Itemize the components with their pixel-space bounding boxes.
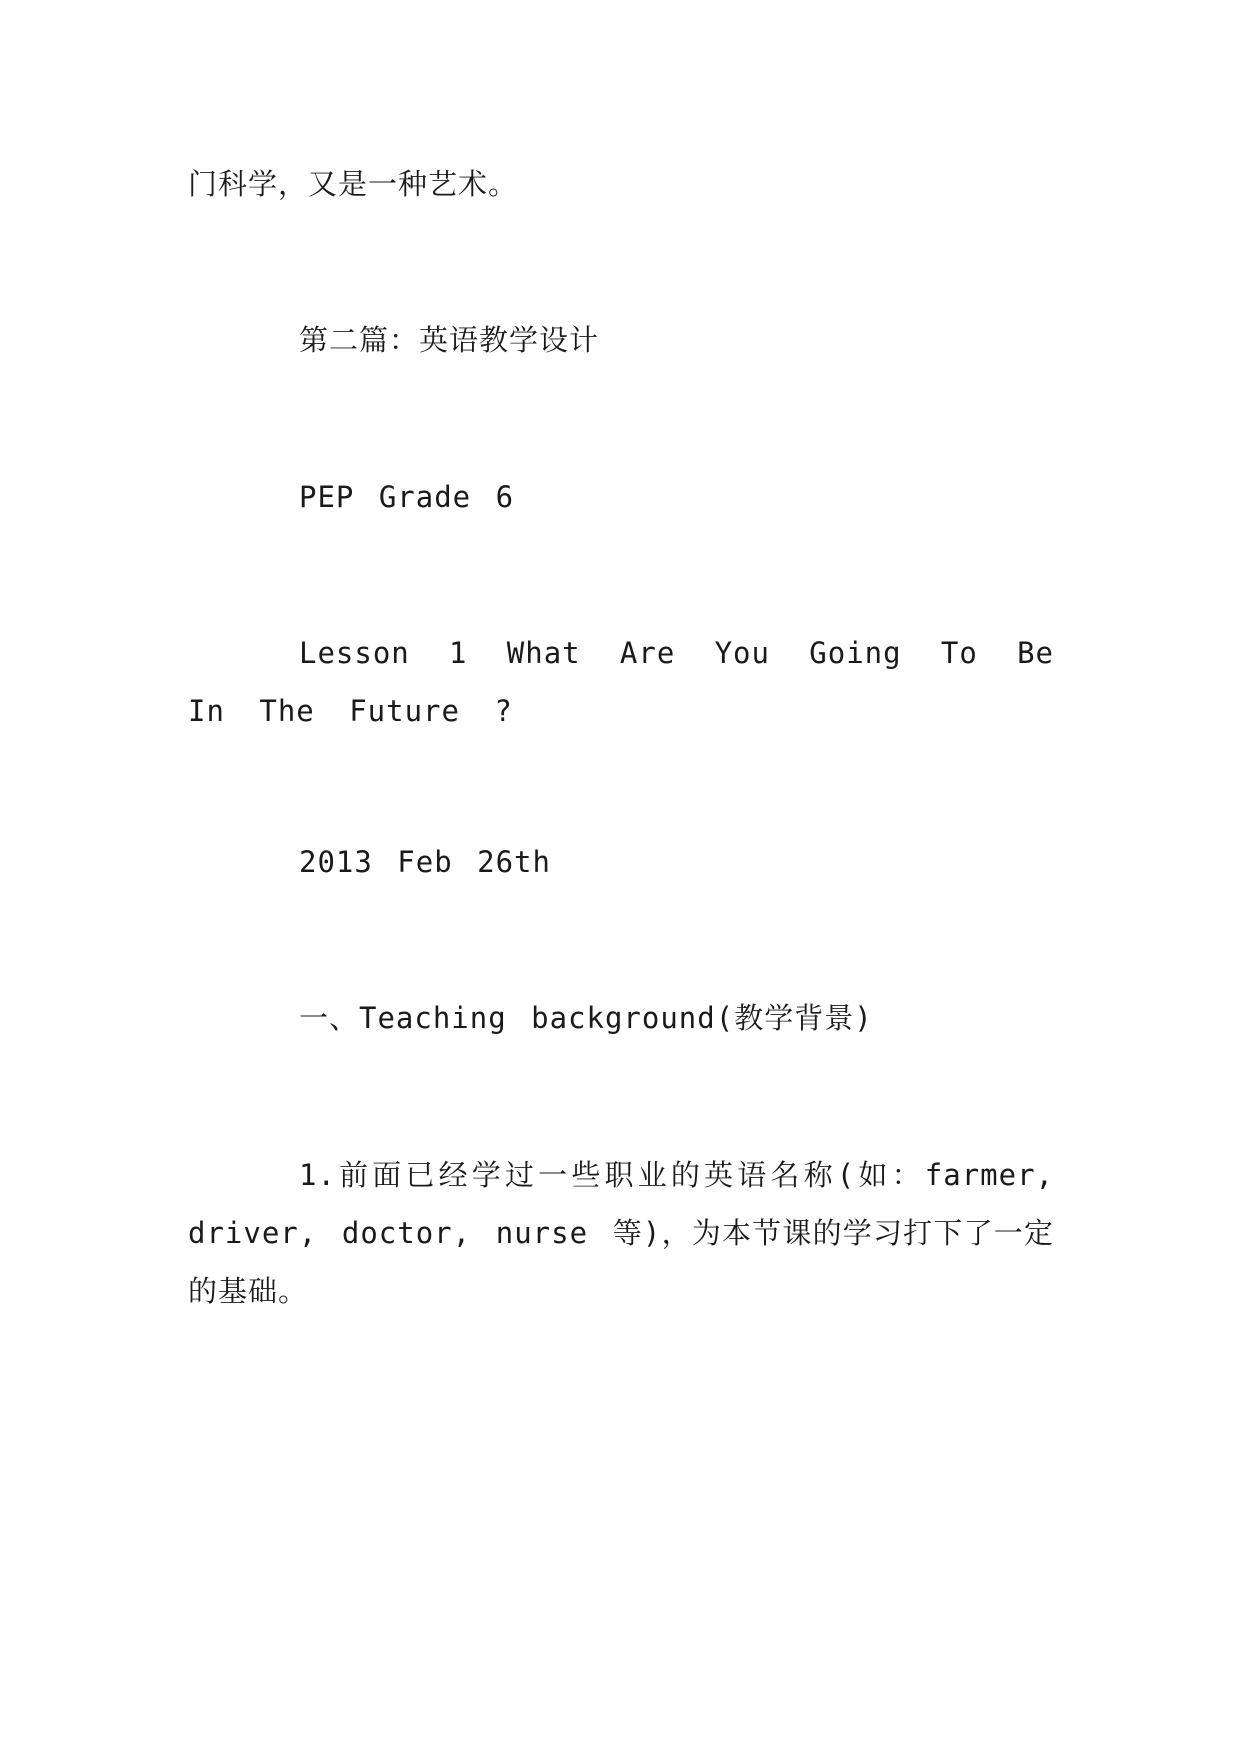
background-paragraph-1: 1.前面已经学过一些职业的英语名称(如：farmer, driver, doctor, nurse 等)，为本节课的学习打下了一定的基础。 <box>188 1158 1054 1308</box>
paragraph-continuation: 门科学，又是一种艺术。 <box>188 167 519 201</box>
lesson-date: 2013 Feb 26th <box>299 845 551 879</box>
section-heading-teaching-background: 一、Teaching background(教学背景) <box>299 1001 873 1035</box>
lesson-title: Lesson 1 What Are You Going To Be In The Future ? <box>188 636 1054 728</box>
grade-label: PEP Grade 6 <box>299 480 515 514</box>
section-heading-chapter-2: 第二篇：英语教学设计 <box>299 323 600 357</box>
